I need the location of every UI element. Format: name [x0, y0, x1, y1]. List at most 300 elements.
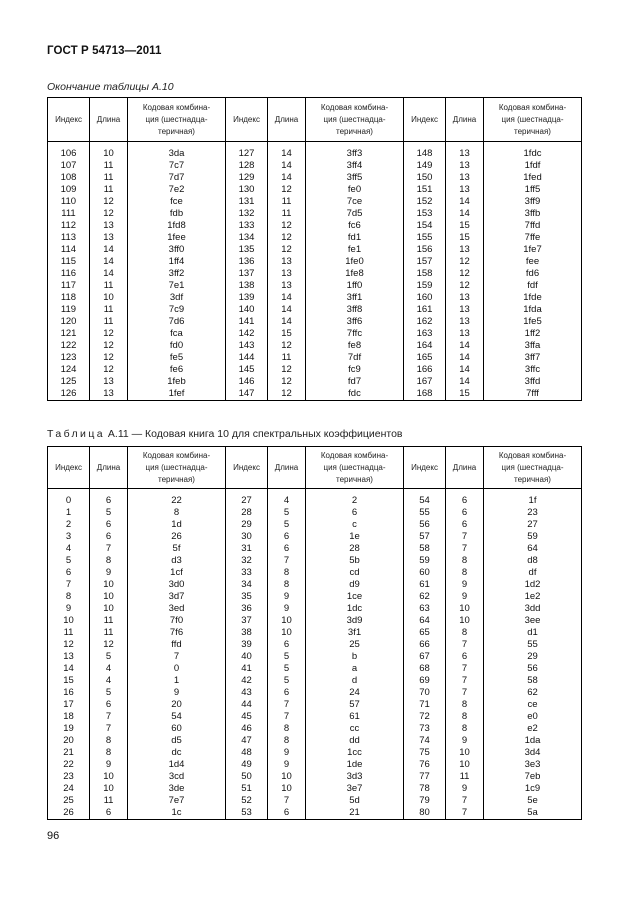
table-cell: 14: [446, 376, 484, 388]
table-cell: 6: [90, 531, 128, 543]
table-cell: 1e2: [484, 591, 582, 603]
table-cell: 163: [404, 328, 446, 340]
table-row: [48, 376, 582, 388]
table-cell: fe6: [128, 364, 226, 376]
table-row: [48, 771, 582, 783]
table-row: [48, 495, 582, 507]
table-cell: 5: [268, 651, 306, 663]
table-cell: 10: [268, 783, 306, 795]
table-cell: 7d7: [128, 172, 226, 184]
table-cell: 12: [90, 352, 128, 364]
table-cell: d3: [128, 555, 226, 567]
table-cell: 10: [446, 615, 484, 627]
table-cell: c: [306, 519, 404, 531]
table-cell: 28: [306, 543, 404, 555]
table-row: [48, 328, 582, 340]
table-cell: 3df: [128, 292, 226, 304]
table-cell: 150: [404, 172, 446, 184]
table-a11-caption-prefix: Таблица: [47, 428, 105, 440]
table-cell: 7: [268, 795, 306, 807]
table-cell: 7f0: [128, 615, 226, 627]
table-cell: 8: [268, 567, 306, 579]
table-cell: 57: [306, 699, 404, 711]
table-cell: 113: [48, 232, 90, 244]
table-cell: 15: [446, 232, 484, 244]
table-cell: 12: [90, 364, 128, 376]
table-cell: 11: [90, 304, 128, 316]
table-cell: 7d5: [306, 208, 404, 220]
table-cell: d5: [128, 735, 226, 747]
table-cell: 107: [48, 160, 90, 172]
table-cell: 6: [48, 567, 90, 579]
table-cell: 167: [404, 376, 446, 388]
table-cell: 3ff2: [128, 268, 226, 280]
table-row: [48, 711, 582, 723]
table-cell: 118: [48, 292, 90, 304]
table-cell: 11: [90, 172, 128, 184]
table-cell: 146: [226, 376, 268, 388]
table-cell: 128: [226, 160, 268, 172]
table-cell: 134: [226, 232, 268, 244]
table-cell: 13: [268, 268, 306, 280]
table-cell: df: [484, 567, 582, 579]
table-cell: 23: [48, 771, 90, 783]
table-cell: 22: [48, 759, 90, 771]
column-header-length: Длина: [268, 98, 306, 142]
table-cell: 142: [226, 328, 268, 340]
table-row: [48, 699, 582, 711]
table-cell: 48: [226, 747, 268, 759]
table-cell: 1f: [484, 495, 582, 507]
table-cell: 9: [446, 735, 484, 747]
table-row: [48, 507, 582, 519]
table-cell: 39: [226, 639, 268, 651]
table-cell: 1c: [128, 807, 226, 820]
table-cell: 10: [446, 759, 484, 771]
table-cell: 7: [446, 639, 484, 651]
table-cell: d9: [306, 579, 404, 591]
table-cell: 13: [90, 376, 128, 388]
table-cell: 8: [90, 735, 128, 747]
table-cell: 5: [268, 507, 306, 519]
table-cell: 15: [446, 220, 484, 232]
table-cell: 7e7: [128, 795, 226, 807]
table-cell: 58: [484, 675, 582, 687]
table-cell: 147: [226, 388, 268, 401]
table-row: [48, 232, 582, 244]
table-cell: 7: [90, 543, 128, 555]
table-cell: 11: [90, 160, 128, 172]
table-cell: 12: [268, 364, 306, 376]
table-row: [48, 148, 582, 160]
table-row: [48, 531, 582, 543]
table-cell: 166: [404, 364, 446, 376]
table-cell: 6: [306, 507, 404, 519]
table-cell: 38: [226, 627, 268, 639]
table-cell: fe8: [306, 340, 404, 352]
table-cell: 12: [446, 280, 484, 292]
table-cell: 55: [404, 507, 446, 519]
table-cell: 10: [90, 783, 128, 795]
table-row: [48, 591, 582, 603]
table-row: [48, 675, 582, 687]
table-cell: 11: [446, 771, 484, 783]
table-cell: 3da: [128, 148, 226, 160]
table-cell: fd0: [128, 340, 226, 352]
table-cell: 6: [90, 807, 128, 820]
table-cell: 15: [268, 328, 306, 340]
table-cell: 4: [268, 495, 306, 507]
table-cell: 6: [90, 519, 128, 531]
table-cell: 20: [48, 735, 90, 747]
table-cell: 8: [48, 591, 90, 603]
table-row: [48, 268, 582, 280]
page-number: 96: [47, 830, 60, 842]
table-cell: 6: [446, 507, 484, 519]
table-cell: 59: [404, 555, 446, 567]
table-cell: 12: [268, 388, 306, 401]
table-cell: 1d2: [484, 579, 582, 591]
table-cell: 1fee: [128, 232, 226, 244]
table-cell: 0: [128, 663, 226, 675]
table-cell: 8: [446, 711, 484, 723]
table-cell: 9: [446, 783, 484, 795]
table-row: [48, 663, 582, 675]
table-cell: 19: [48, 723, 90, 735]
table-row: [48, 304, 582, 316]
column-header-index: Индекс: [404, 447, 446, 489]
table-cell: 7f6: [128, 627, 226, 639]
table-cell: 62: [404, 591, 446, 603]
table-cell: 7fff: [484, 388, 582, 401]
table-cell: 11: [90, 795, 128, 807]
table-cell: 6: [268, 531, 306, 543]
table-cell: 121: [48, 328, 90, 340]
table-cell: 61: [404, 579, 446, 591]
table-row: [48, 160, 582, 172]
table-cell: 112: [48, 220, 90, 232]
table-cell: 1c9: [484, 783, 582, 795]
table-cell: 7df: [306, 352, 404, 364]
table-cell: 65: [404, 627, 446, 639]
table-cell: 1feb: [128, 376, 226, 388]
table-cell: 4: [48, 543, 90, 555]
table-cell: 13: [446, 244, 484, 256]
table-cell: 13: [446, 160, 484, 172]
table-cell: 7ffe: [484, 232, 582, 244]
table-cell: 10: [90, 603, 128, 615]
table-row: [48, 783, 582, 795]
table-row: [48, 807, 582, 820]
table-cell: 110: [48, 196, 90, 208]
table-cell: 12: [268, 340, 306, 352]
table-cell: 13: [48, 651, 90, 663]
table-cell: 162: [404, 316, 446, 328]
table-cell: 47: [226, 735, 268, 747]
table-cell: 26: [48, 807, 90, 820]
table-row: [48, 555, 582, 567]
table-a10-continuation: [47, 97, 582, 401]
table-cell: 46: [226, 723, 268, 735]
table-cell: 6: [90, 495, 128, 507]
column-header-index: Индекс: [226, 98, 268, 142]
table-cell: 11: [90, 280, 128, 292]
table-cell: 20: [128, 699, 226, 711]
table-cell: 71: [404, 699, 446, 711]
table-cell: 126: [48, 388, 90, 401]
table-cell: 54: [128, 711, 226, 723]
table-cell: 2: [48, 519, 90, 531]
table-cell: 8: [446, 723, 484, 735]
table-cell: 5b: [306, 555, 404, 567]
table-cell: 29: [226, 519, 268, 531]
table-cell: 9: [446, 591, 484, 603]
table-cell: 136: [226, 256, 268, 268]
table-cell: 3ff0: [128, 244, 226, 256]
table-cell: 6: [446, 519, 484, 531]
table-cell: cc: [306, 723, 404, 735]
table-cell: 1da: [484, 735, 582, 747]
table-cell: 72: [404, 711, 446, 723]
table-cell: 3ff6: [306, 316, 404, 328]
table-cell: 64: [404, 615, 446, 627]
table-cell: 44: [226, 699, 268, 711]
table-cell: 120: [48, 316, 90, 328]
table-cell: 3ff1: [306, 292, 404, 304]
table-cell: fee: [484, 256, 582, 268]
table-cell: 14: [90, 256, 128, 268]
table-cell: 116: [48, 268, 90, 280]
column-header-code: Кодовая комбина- ция (шестнадца- теричная): [306, 447, 404, 489]
table-cell: 6: [268, 639, 306, 651]
table-cell: 6: [268, 687, 306, 699]
table-cell: 133: [226, 220, 268, 232]
table-cell: 13: [446, 304, 484, 316]
table-cell: 35: [226, 591, 268, 603]
table-cell: 125: [48, 376, 90, 388]
table-cell: 3ffa: [484, 340, 582, 352]
table-cell: 1fe7: [484, 244, 582, 256]
table-cell: 43: [226, 687, 268, 699]
table-cell: 10: [90, 579, 128, 591]
table-cell: 5: [48, 555, 90, 567]
column-header-code: Кодовая комбина- ция (шестнадца- теричная): [484, 98, 582, 142]
table-cell: 6: [446, 495, 484, 507]
column-header-index: Индекс: [48, 447, 90, 489]
table-cell: 141: [226, 316, 268, 328]
table-cell: 12: [90, 328, 128, 340]
table-cell: 4: [90, 675, 128, 687]
table-cell: d1: [484, 627, 582, 639]
table-cell: 153: [404, 208, 446, 220]
table-row: [48, 795, 582, 807]
table-cell: 79: [404, 795, 446, 807]
table-cell: 7: [268, 699, 306, 711]
table-cell: 14: [446, 352, 484, 364]
table-cell: 14: [268, 292, 306, 304]
table-cell: 1fed: [484, 172, 582, 184]
table-cell: 18: [48, 711, 90, 723]
table-cell: 60: [128, 723, 226, 735]
table-cell: 7: [90, 723, 128, 735]
table-cell: 75: [404, 747, 446, 759]
table-cell: 12: [268, 220, 306, 232]
table-cell: 7: [268, 555, 306, 567]
table-cell: 36: [226, 603, 268, 615]
table-cell: 45: [226, 711, 268, 723]
table-cell: 13: [446, 328, 484, 340]
table-row: [48, 687, 582, 699]
column-header-code: Кодовая комбина- ция (шестнадца- теричная): [128, 447, 226, 489]
table-cell: 10: [446, 747, 484, 759]
table-cell: 11: [268, 196, 306, 208]
table-cell: 7: [446, 531, 484, 543]
table-cell: 1d4: [128, 759, 226, 771]
table-cell: 127: [226, 148, 268, 160]
table-cell: 24: [306, 687, 404, 699]
table-a11-caption: [47, 428, 403, 440]
table-cell: fce: [128, 196, 226, 208]
table-row: [48, 543, 582, 555]
table-cell: 34: [226, 579, 268, 591]
table-cell: 3ff4: [306, 160, 404, 172]
table-cell: 77: [404, 771, 446, 783]
table-cell: 3d3: [306, 771, 404, 783]
table-row: [48, 639, 582, 651]
table-cell: 13: [90, 232, 128, 244]
table-cell: 124: [48, 364, 90, 376]
table-row: [48, 603, 582, 615]
table-row: [48, 184, 582, 196]
table-cell: 0: [48, 495, 90, 507]
table-cell: 139: [226, 292, 268, 304]
table-cell: d8: [484, 555, 582, 567]
table-cell: 156: [404, 244, 446, 256]
table-cell: 10: [268, 615, 306, 627]
column-header-length: Длина: [90, 447, 128, 489]
table-cell: 3dd: [484, 603, 582, 615]
table-row: [48, 723, 582, 735]
table-cell: 64: [484, 543, 582, 555]
table-cell: d: [306, 675, 404, 687]
column-header-index: Индекс: [48, 98, 90, 142]
table-cell: 33: [226, 567, 268, 579]
table-cell: 32: [226, 555, 268, 567]
table-cell: 132: [226, 208, 268, 220]
table-cell: 7: [446, 675, 484, 687]
column-header-index: Индекс: [404, 98, 446, 142]
table-cell: 58: [404, 543, 446, 555]
table-cell: 1fde: [484, 292, 582, 304]
table-cell: 1: [128, 675, 226, 687]
table-cell: cd: [306, 567, 404, 579]
table-cell: 109: [48, 184, 90, 196]
table-cell: 3ffc: [484, 364, 582, 376]
table-cell: 66: [404, 639, 446, 651]
table-cell: 1ce: [306, 591, 404, 603]
table-cell: 7: [446, 807, 484, 820]
table-cell: 7e2: [128, 184, 226, 196]
table-cell: 54: [404, 495, 446, 507]
table-row: [48, 651, 582, 663]
table-cell: 7: [268, 711, 306, 723]
table-cell: 5f: [128, 543, 226, 555]
table-cell: 7: [90, 711, 128, 723]
table-cell: 130: [226, 184, 268, 196]
table-cell: 1fdf: [484, 160, 582, 172]
table-cell: 155: [404, 232, 446, 244]
table-cell: fe0: [306, 184, 404, 196]
table-cell: 7c9: [128, 304, 226, 316]
table-cell: 13: [446, 292, 484, 304]
table-cell: 119: [48, 304, 90, 316]
table-cell: 137: [226, 268, 268, 280]
table-cell: 12: [268, 232, 306, 244]
table-cell: 3: [48, 531, 90, 543]
table-row: [48, 364, 582, 376]
table-cell: 42: [226, 675, 268, 687]
table-cell: 11: [268, 208, 306, 220]
table-cell: 9: [268, 591, 306, 603]
table-row: [48, 292, 582, 304]
table-cell: 1e: [306, 531, 404, 543]
table-cell: 7ffd: [484, 220, 582, 232]
table-cell: 3d9: [306, 615, 404, 627]
table-cell: 63: [404, 603, 446, 615]
table-row: [48, 280, 582, 292]
table-cell: 129: [226, 172, 268, 184]
table-cell: 117: [48, 280, 90, 292]
table-cell: 1ff0: [306, 280, 404, 292]
table-cell: 161: [404, 304, 446, 316]
table-cell: 7: [446, 543, 484, 555]
table-row: [48, 316, 582, 328]
table-cell: 8: [446, 627, 484, 639]
table-cell: 1cf: [128, 567, 226, 579]
table-cell: a: [306, 663, 404, 675]
table-row: [48, 627, 582, 639]
table-cell: 8: [268, 579, 306, 591]
table-cell: 108: [48, 172, 90, 184]
table-cell: ce: [484, 699, 582, 711]
table-cell: 3e3: [484, 759, 582, 771]
table-cell: 106: [48, 148, 90, 160]
table-cell: 9: [90, 567, 128, 579]
table-cell: 80: [404, 807, 446, 820]
table-cell: 9: [268, 759, 306, 771]
table-cell: 3e7: [306, 783, 404, 795]
table-row: [48, 747, 582, 759]
table-cell: 29: [484, 651, 582, 663]
table-cell: 78: [404, 783, 446, 795]
table-cell: 56: [404, 519, 446, 531]
table-cell: 13: [446, 316, 484, 328]
table-cell: 14: [268, 304, 306, 316]
table-cell: 3d4: [484, 747, 582, 759]
table-cell: e2: [484, 723, 582, 735]
table-cell: fd1: [306, 232, 404, 244]
table-cell: 23: [484, 507, 582, 519]
table-cell: 61: [306, 711, 404, 723]
table-cell: 143: [226, 340, 268, 352]
table-cell: 67: [404, 651, 446, 663]
table-cell: 11: [48, 627, 90, 639]
table-a11-codebook: [47, 446, 582, 820]
table-cell: 2: [306, 495, 404, 507]
table-cell: 1ff5: [484, 184, 582, 196]
table-cell: 5: [90, 687, 128, 699]
table-cell: 10: [446, 603, 484, 615]
